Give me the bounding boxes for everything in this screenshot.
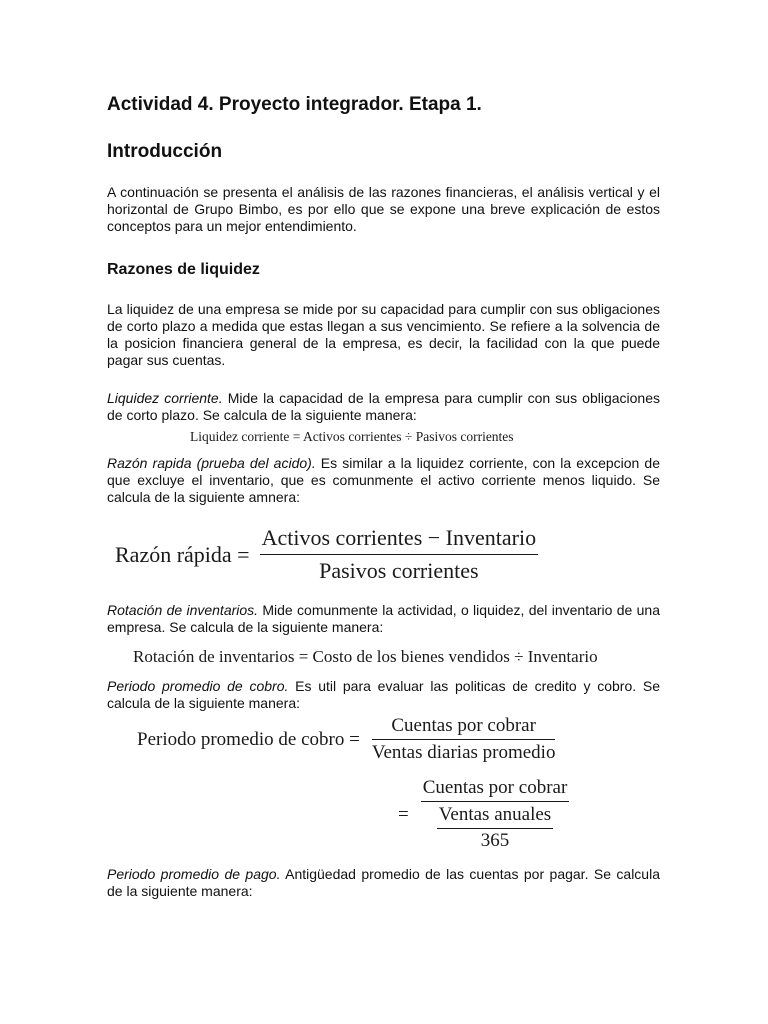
cobro-lhs: Periodo promedio de cobro = bbox=[137, 728, 360, 750]
pago-term: Periodo promedio de pago. bbox=[107, 866, 281, 882]
intro-heading: Introducción bbox=[107, 141, 223, 162]
liquidez-heading: Razones de liquidez bbox=[107, 261, 260, 278]
rotacion-term: Rotación de inventarios. bbox=[107, 602, 259, 618]
liquidez-corriente-formula: Liquidez corriente = Activos corrientes ÷ Pasivos corrientes bbox=[190, 429, 514, 444]
pago-text: Antigüedad promedio de las cuentas por pagar. Se calcula de la siguiente manera: bbox=[107, 866, 660, 899]
cobro-denominator-1: Ventas diarias promedio bbox=[371, 742, 556, 763]
rotacion-text: Mide comunmente la actividad, o liquidez, del inventario de una empresa. Se calcula de la siguiente manera: bbox=[107, 602, 661, 635]
liquidez-corriente-text: Mide la capacidad de la empresa para cumplir con sus obligaciones de corto plazo. Se calcula de la siguiente manera: bbox=[107, 390, 660, 423]
cobro-365: 365 bbox=[480, 830, 510, 851]
cobro-numerator-2: Cuentas por cobrar bbox=[422, 777, 568, 798]
razon-rapida-lhs: Razón rápida = bbox=[115, 541, 250, 567]
intro-paragraph: A continuación se presenta el análisis de las razones financieras, el análisis vertical y el horizontal de Grupo Bimbo, es por ello que se expone una breve explicación de estos conceptos para un mejor entendimiento. bbox=[107, 184, 660, 234]
razon-rapida-paragraph bbox=[107, 455, 660, 506]
cobro-fraction-2 bbox=[421, 777, 570, 852]
cobro-paragraph bbox=[107, 678, 660, 712]
cobro-formula-line-2 bbox=[398, 777, 569, 852]
razon-rapida-formula bbox=[115, 525, 538, 584]
razon-rapida-fraction bbox=[260, 525, 538, 584]
razon-rapida-denominator: Pasivos corrientes bbox=[319, 558, 479, 583]
cobro-numerator-1: Cuentas por cobrar bbox=[391, 715, 536, 736]
liquidez-corriente-paragraph bbox=[107, 390, 660, 424]
cobro-denominator-2 bbox=[437, 802, 553, 852]
rotacion-paragraph bbox=[107, 602, 660, 636]
liquidez-corriente-term: Liquidez corriente. bbox=[107, 390, 223, 406]
cobro-term: Periodo promedio de cobro. bbox=[107, 678, 289, 694]
cobro-formula-line-1 bbox=[137, 715, 555, 764]
razon-rapida-numerator: Activos corrientes − Inventario bbox=[261, 525, 537, 550]
cobro-equals-2: = bbox=[398, 803, 409, 825]
razon-rapida-term: Razón rapida (prueba del acido). bbox=[107, 455, 316, 471]
cobro-fraction-1 bbox=[372, 715, 556, 764]
document-title: Actividad 4. Proyecto integrador. Etapa 1. bbox=[107, 94, 482, 115]
pago-paragraph bbox=[107, 866, 660, 900]
cobro-text: Es util para evaluar las politicas de credito y cobro. Se calcula de la siguiente manera: bbox=[107, 678, 661, 711]
liquidez-paragraph: La liquidez de una empresa se mide por su capacidad para cumplir con sus obligaciones de corto plazo a medida que estas llegan a sus vencimiento. Se refiere a la solvencia de la posicion financiera general de la empresa, es decir, la facilidad con la que puede pagar sus cuentas. bbox=[107, 301, 660, 368]
rotacion-formula: Rotación de inventarios = Costo de los bienes vendidos ÷ Inventario bbox=[133, 647, 598, 666]
razon-rapida-text: Es similar a la liquidez corriente, con la excepcion de que excluye el inventario, que es comunmente el activo corriente menos liquido. Se calcula de la siguiente amnera: bbox=[107, 455, 661, 505]
cobro-ventas-anuales: Ventas anuales bbox=[438, 804, 552, 825]
